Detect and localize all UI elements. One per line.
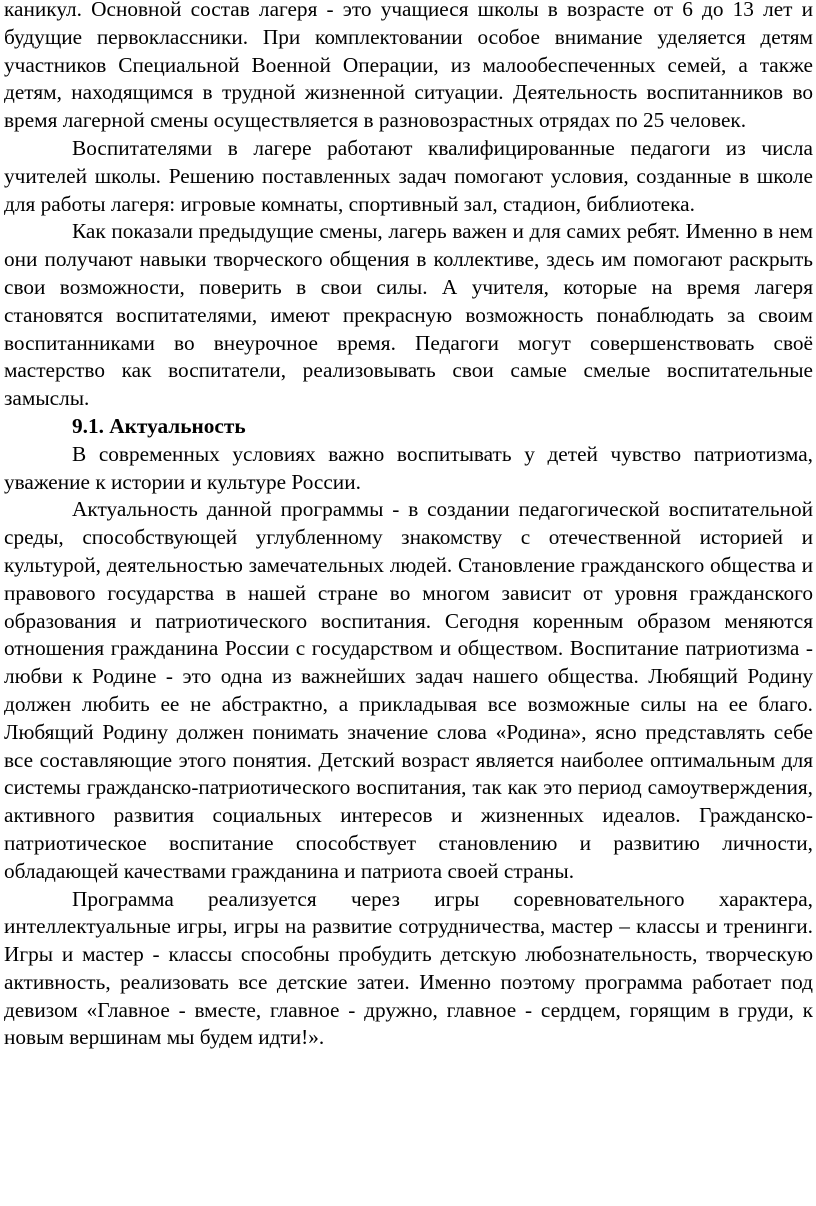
section-heading-relevance: 9.1. Актуальность <box>72 413 246 438</box>
paragraph-program-implementation: Программа реализуется через игры соревновательного характера, интеллектуальные игры, игры на развитие сотрудничества, мастер – классы и тренинги. Игры и мастер - классы способны пробудить детскую любознательность, творческую активность, реализовать все детские затеи. Именно поэтому программа работает под девизом «Главное - вместе, главное - дружно, главное - сердцем, горящим в груди, к новым вершинам мы будем идти!». <box>4 886 813 1050</box>
document-page <box>4 0 813 1052</box>
paragraph-patriotism: В современных условиях важно воспитывать у детей чувство патриотизма, уважение к истории и культуре России. <box>4 441 813 494</box>
paragraph-camp-composition: каникул. Основной состав лагеря - это учащиеся школы в возрасте от 6 до 13 лет и будущие первоклассники. При комплектовании особое внимание уделяется детям участников Специальной Военной Операции, из малообеспеченных семей, а также детям, находящимся в трудной жизненной ситуации. Деятельность воспитанников во время лагерной смены осуществляется в разновозрастных отрядах по 25 человек. <box>4 0 813 133</box>
paragraph-camp-educators: Воспитателями в лагере работают квалифицированные педагоги из числа учителей школы. Решению поставленных задач помогают условия, созданные в школе для работы лагеря: игровые комнаты, спортивный зал, стадион, библиотека. <box>4 135 813 216</box>
paragraph-previous-sessions: Как показали предыдущие смены, лагерь важен и для самих ребят. Именно в нем они получают навыки творческого общения в коллективе, здесь им помогают раскрыть свои возможности, поверить в свои силы. А учителя, которые на время лагеря становятся воспитателями, имеют прекрасную возможность понаблюдать за своим воспитанниками во внеурочное время. Педагоги могут совершенствовать своё мастерство как воспитатели, реализовывать свои самые смелые воспитательные замыслы. <box>4 219 813 411</box>
paragraph-program-relevance: Актуальность данной программы - в создании педагогической воспитательной среды, способствующей углубленному знакомству с отечественной историей и культурой, деятельностью замечательных людей. Становление гражданского общества и правового государства в нашей стране во многом зависит от уровня гражданского образования и патриотического воспитания. Сегодня коренным образом меняются отношения гражданина России с государством и обществом. Воспитание патриотизма - любви к Родине - это одна из важнейших задач нашего общества. Любящий Родину должен любить ее не абстрактно, а прикладывая все возможные силы на ее благо. Любящий Родину должен понимать значение слова «Родина», ясно представлять себе все составляющие этого понятия. Детский возраст является наиболее оптимальным для системы гражданско-патриотического воспитания, так как это период самоутверждения, активного развития социальных интересов и жизненных идеалов. Гражданско-патриотическое воспитание способствует становлению и развитию личности, обладающей качествами гражданина и патриота своей страны. <box>4 497 813 883</box>
